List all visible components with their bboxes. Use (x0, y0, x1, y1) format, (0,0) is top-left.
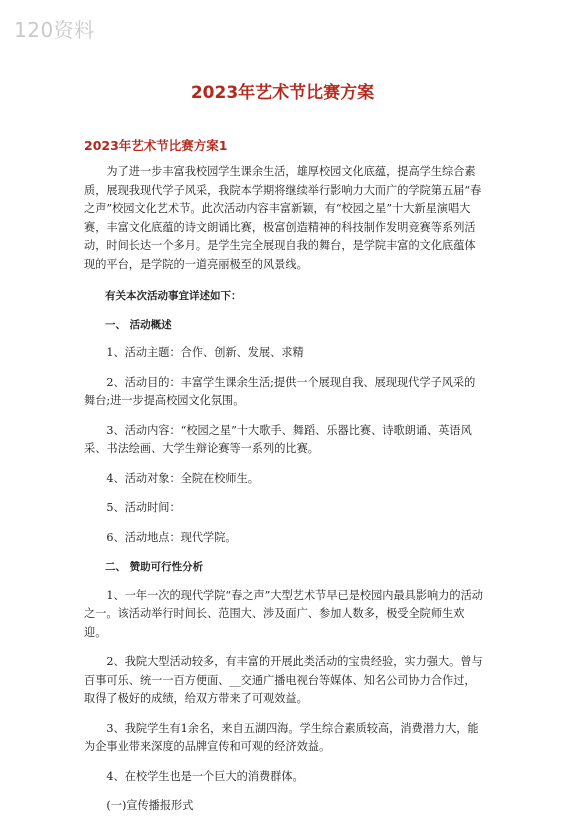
part1-item-location: 6、活动地点：现代学院。 (106, 530, 237, 544)
section-title: 2023年艺术节比赛方案1 (84, 138, 228, 153)
part2-item-3: 3、我院学生有1余名，来自五湖四海。学生综合素质较高，消费潜力大，能为企事业带来深度的品牌宣传和可观的经济效益。 (84, 721, 479, 753)
part1-item-audience: 4、活动对象：全院在校师生。 (106, 471, 259, 485)
document-title: 2023年艺术节比赛方案 (190, 83, 375, 103)
intro-paragraph: 为了进一步丰富我校园学生课余生活，雄厚校园文化底蕴，提高学生综合素质，展现我现代学子风采，我院本学期将继续举行影响力大而广的学院第五届“春之声”校园文化艺术节。此次活动内容丰富新颖，有“校园之星”十大新星演唱大赛，丰富文化底蕴的诗文朗诵比赛，极富创造精神的科技制作发明竞赛等系列活动，时间长达一个多月。是学生完全展现自我的舞台，是学院丰富的文化底蕴体现的平台，是学院的一道亮丽极至的风景线。 (84, 165, 482, 271)
part1-item-purpose: 2、活动目的：丰富学生课余生活;提供一个展现自我、展现现代学子风采的舞台;进一步提高校园文化氛围。 (84, 375, 476, 407)
details-heading: 有关本次活动事宜详述如下： (105, 290, 242, 302)
document-body (84, 163, 484, 827)
part2-subheading: (一)宣传播报形式 (106, 799, 194, 812)
part1-heading: 一、 活动概述 (105, 318, 172, 331)
part2-item-1: 1、一年一次的现代学院“春之声”大型艺术节早已是校园内最具影响力的活动之一。该活动举行时间长、范围大、涉及面广、参加人数多，极受全院师生欢迎。 (84, 588, 483, 639)
part2-item-4: 4、在校学生也是一个巨大的消费群体。 (106, 769, 304, 783)
part1-item-theme: 1、活动主题：合作、创新、发展、求精 (106, 346, 304, 359)
part2-heading: 二、 赞助可行性分析 (105, 561, 204, 573)
watermark: 120资料 (14, 18, 95, 42)
part1-item-time: 5、活动时间： (106, 501, 181, 514)
part1-item-content: 3、活动内容：“校园之星”十大歌手、舞蹈、乐器比赛、诗歌朗诵、英语风采、书法绘画、大学生辩论赛等一系列的比赛。 (84, 423, 472, 455)
part2-item-2: 2、我院大型活动较多，有丰富的开展此类活动的宝贵经验，实力强大。曾与百事可乐、统一一百方便面、__交通广播电视台等媒体、知名公司协力合作过，取得了极好的成绩，给双方带来了可观效益。 (84, 655, 483, 705)
